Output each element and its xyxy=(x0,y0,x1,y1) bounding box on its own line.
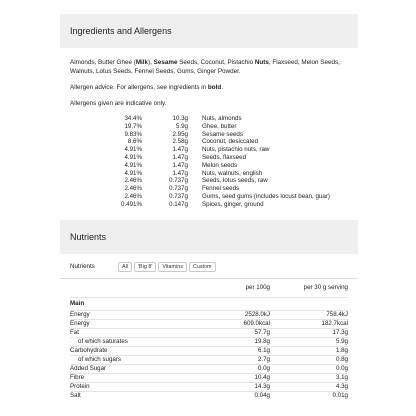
nutrient-row xyxy=(70,337,348,346)
ingredient-breakdown-table xyxy=(70,115,330,209)
nutrient-row xyxy=(70,391,348,400)
nutrient-row xyxy=(70,355,348,364)
nutrient-per-serving: 0.8g xyxy=(270,355,348,364)
nutrient-label: Added Sugar xyxy=(70,364,180,373)
nutrient-per100g: 609.0kcal xyxy=(180,319,270,328)
col-per100g-header: per 100g xyxy=(245,283,270,291)
ingredient-weight: 5.9g xyxy=(175,122,188,130)
nutrient-per100g: 0.0g xyxy=(180,364,270,373)
ingredient-name: Spices, ginger, ground xyxy=(202,200,264,208)
ingredient-name: Gums, seed gums (includes locust bean, guar) xyxy=(202,192,330,200)
ingredient-name: Fennel seeds xyxy=(202,185,240,193)
ingredient-weight: 1.47g xyxy=(172,161,188,169)
ingredient-row xyxy=(70,193,330,201)
ingredient-weight: 1.47g xyxy=(172,169,188,177)
ingredient-percent: 34.4% xyxy=(124,115,142,122)
nutrient-per-serving: 3.1g xyxy=(270,373,348,382)
ingredient-text: Seeds, Coconut, Pistachio xyxy=(177,59,255,66)
ingredient-name: Sesame seeds xyxy=(202,130,243,138)
ingredient-name: Seeds, flaxseed xyxy=(202,153,247,161)
nutrients-header xyxy=(60,220,358,254)
ingredient-row xyxy=(70,170,330,178)
allergen-text: Sesame xyxy=(153,59,178,66)
ingredient-weight: 0.737g xyxy=(169,185,188,193)
ingredient-name: Seeds, lotus seeds, raw xyxy=(202,177,268,185)
ingredient-percent: 4.91% xyxy=(124,146,142,154)
nutrient-per-serving: 17.3g xyxy=(270,328,348,337)
allergen-text: Milk xyxy=(135,59,149,66)
filter-custom-button[interactable]: Custom xyxy=(189,262,216,272)
nutrient-per-serving: 4.3g xyxy=(270,382,348,391)
nutrient-per-serving: 0.0g xyxy=(270,364,348,373)
ingredient-row xyxy=(70,131,330,139)
filter-big8-button[interactable]: 'Big 8' xyxy=(134,262,156,272)
ingredient-percent: 19.7% xyxy=(124,122,142,130)
nutrition-table-header xyxy=(70,279,348,298)
nutrient-per100g: 6.1g xyxy=(180,346,270,355)
nutrient-row xyxy=(70,382,348,391)
ingredient-row xyxy=(70,138,330,146)
nutrient-per100g: 19.8g xyxy=(180,337,270,346)
ingredient-percent: 2.46% xyxy=(124,185,142,193)
ingredient-percent: 8.6% xyxy=(127,138,142,146)
ingredient-name: Coconut, desiccated xyxy=(202,138,259,146)
ingredients-title: Ingredients and Allergens xyxy=(70,26,172,36)
indicative-note: Allergens given are indicative only. xyxy=(70,100,167,107)
ingredient-percent: 4.91% xyxy=(124,153,142,161)
nutrients-title: Nutrients xyxy=(70,231,107,242)
filter-all-button[interactable]: All xyxy=(118,262,132,272)
ingredient-weight: 0.737g xyxy=(169,192,188,200)
nutrient-row xyxy=(70,319,348,328)
filter-vitamins-button[interactable]: Vitamins xyxy=(158,262,187,272)
ingredient-name: Melon seeds xyxy=(202,161,238,169)
nutrient-per-serving: 5.9g xyxy=(270,337,348,346)
nutrient-per-serving: 758.4kJ xyxy=(270,310,348,319)
nutrient-row xyxy=(70,364,348,373)
ingredients-list xyxy=(70,58,348,76)
ingredient-weight: 2.58g xyxy=(172,138,188,146)
nutrient-label: Carbohydrate xyxy=(70,346,180,355)
ingredient-percent: 0.491% xyxy=(121,200,142,208)
ingredient-name: Nuts, almonds xyxy=(202,115,242,122)
ingredient-row xyxy=(70,115,330,123)
ingredient-percent: 2.46% xyxy=(124,177,142,185)
nutrient-per100g: 0.04g xyxy=(180,391,270,400)
nutrient-per100g: 2528.0kJ xyxy=(180,310,270,319)
nutrient-per100g: 2.7g xyxy=(180,355,270,364)
nutrient-per100g: 14.3g xyxy=(180,382,270,391)
nutrient-label: Energy xyxy=(70,310,180,319)
nutrient-per-serving: 182.7kcal xyxy=(270,319,348,328)
ingredient-row xyxy=(70,146,330,154)
ingredient-percent: 4.91% xyxy=(124,161,142,169)
allergen-advice: Allergen advice. For allergens, see ingredients in bold. xyxy=(70,84,223,91)
ingredient-text: Almonds, Butter Ghee ( xyxy=(70,59,136,66)
nutrition-table xyxy=(70,279,348,400)
nutrient-row xyxy=(70,346,348,355)
nutrient-per100g: 57.7g xyxy=(180,328,270,337)
nutrient-label: of which saturates xyxy=(70,337,180,346)
ingredient-row xyxy=(70,154,330,162)
group-label: Main xyxy=(70,297,180,310)
nutrient-filter-group xyxy=(118,262,216,272)
ingredient-text: ), xyxy=(148,59,154,66)
nutrient-label: Fibre xyxy=(70,373,180,382)
nutrient-label: Salt xyxy=(70,391,180,400)
nutrient-row xyxy=(70,373,348,382)
ingredient-row xyxy=(70,185,330,193)
group-row-main xyxy=(70,297,348,310)
ingredient-name: Ghee, butter xyxy=(202,122,237,130)
ingredient-percent: 2.46% xyxy=(124,192,142,200)
ingredient-weight: 1.47g xyxy=(172,146,188,154)
nutrient-per-serving: 0.01g xyxy=(270,391,348,400)
ingredient-row xyxy=(70,162,330,170)
nutrient-row xyxy=(70,310,348,319)
nutrient-label: of which sugars xyxy=(70,355,180,364)
ingredient-text: , Flaxseed, Melon Seeds, Walnuts, Lotus Seeds, Fennel Seeds, Gums, Ginger Powder. xyxy=(70,59,340,75)
nutrients-toolbar-label: Nutrients xyxy=(70,263,95,271)
ingredient-row xyxy=(70,177,330,185)
nutrient-label: Protein xyxy=(70,382,180,391)
ingredient-percent: 4.91% xyxy=(124,169,142,177)
ingredient-weight: 1.47g xyxy=(172,153,188,161)
ingredient-name: Nuts, walnuts, english xyxy=(202,169,263,177)
ingredient-weight: 0.737g xyxy=(169,177,188,185)
nutrient-per-serving: 1.8g xyxy=(270,346,348,355)
ingredient-percent: 9.83% xyxy=(124,130,142,138)
ingredient-weight: 10.3g xyxy=(172,115,188,122)
ingredients-header xyxy=(60,14,358,48)
nutrient-label: Fat xyxy=(70,328,180,337)
ingredient-name: Nuts, pistachio nuts, raw xyxy=(202,146,270,154)
nutrient-label: Energy xyxy=(70,319,180,328)
nutrient-per100g: 10.4g xyxy=(180,373,270,382)
nutrition-page xyxy=(60,14,358,416)
nutrients-toolbar xyxy=(60,258,358,276)
nutrient-row xyxy=(70,328,348,337)
col-serving-header: per 30 g serving xyxy=(303,283,348,291)
ingredient-weight: 2.95g xyxy=(172,130,188,138)
allergen-text: Nuts xyxy=(254,59,269,66)
ingredient-row xyxy=(70,201,330,209)
ingredient-weight: 0.147g xyxy=(169,200,188,208)
ingredients-block xyxy=(60,48,358,209)
ingredient-row xyxy=(70,123,330,131)
